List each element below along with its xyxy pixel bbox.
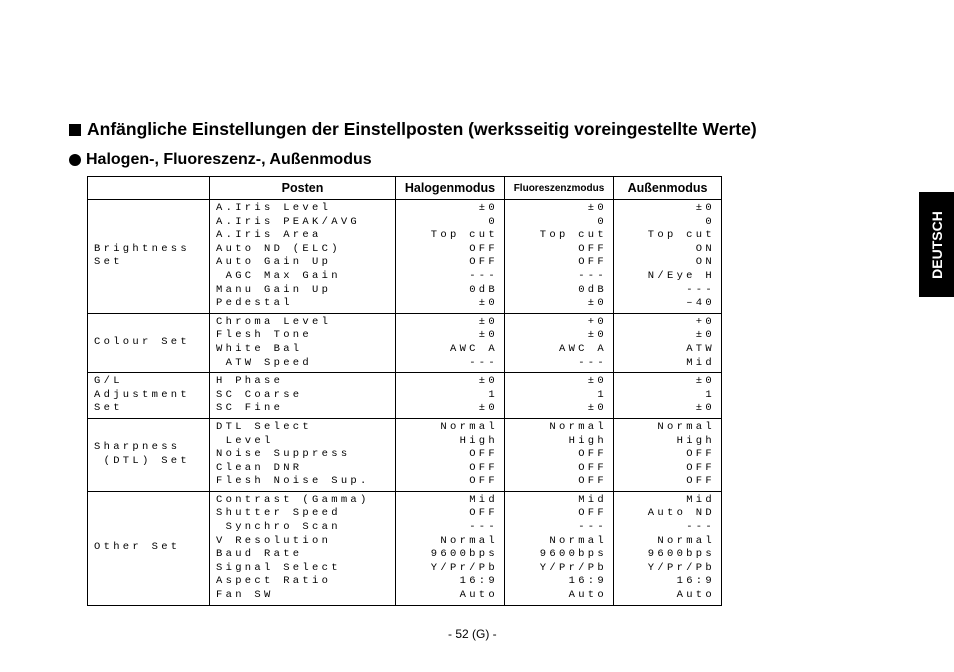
fluoreszenz-cell (505, 373, 614, 419)
aussen-cell (614, 491, 722, 605)
value-item: OFF (578, 256, 607, 269)
value-item: ±0 (478, 297, 498, 310)
posten-item: Auto ND (ELC) (216, 242, 341, 255)
posten-item: AGC Max Gain (216, 269, 341, 282)
value-item: --- (578, 521, 607, 534)
value-item: AWC A (449, 342, 498, 355)
value-item: OFF (578, 448, 607, 461)
value-item: Normal (549, 534, 607, 547)
posten-cell (210, 373, 396, 419)
value-item: Y/Pr/Pb (647, 561, 715, 574)
posten-cell (210, 491, 396, 605)
value-item: 0dB (578, 283, 607, 296)
value-item: Normal (657, 534, 715, 547)
value-item: ±0 (587, 329, 607, 342)
circle-bullet-icon (69, 154, 81, 166)
value-item: Mid (469, 493, 498, 506)
value-item: High (568, 434, 607, 447)
value-item: ±0 (478, 375, 498, 388)
value-item: N/Eye H (647, 269, 715, 282)
posten-item: Signal Select (216, 561, 341, 574)
value-item: OFF (686, 461, 715, 474)
value-item: --- (578, 356, 607, 369)
value-item: 1 (705, 388, 715, 401)
value-item: –40 (686, 297, 715, 310)
value-item: High (676, 434, 715, 447)
subsection-heading-text: Halogen-, Fluoreszenz-, Außenmodus (86, 151, 372, 168)
value-item: 9600bps (647, 548, 715, 561)
posten-item: ATW Speed (216, 356, 313, 369)
posten-item: A.Iris Level (216, 202, 332, 214)
value-item: Top cut (647, 229, 715, 242)
posten-item: Level (216, 434, 274, 447)
value-item: 16:9 (459, 575, 498, 588)
value-item: OFF (578, 242, 607, 255)
posten-item: Noise Suppress (216, 448, 351, 461)
posten-item: Baud Rate (216, 548, 303, 561)
settings-table (87, 176, 722, 606)
posten-item: SC Fine (216, 402, 284, 415)
section-heading (69, 119, 757, 140)
value-item: Normal (549, 420, 607, 433)
value-item: 0 (597, 215, 607, 228)
group-name: Other Set (88, 491, 210, 605)
posten-item: V Resolution (216, 534, 332, 547)
halogen-cell (396, 373, 505, 419)
table-row (88, 418, 722, 491)
posten-item: SC Coarse (216, 388, 303, 401)
table-row (88, 313, 722, 372)
subsection-heading (69, 151, 372, 169)
value-item: ±0 (695, 375, 715, 388)
side-tab-label: DEUTSCH (928, 210, 945, 279)
posten-item: Chroma Level (216, 315, 332, 328)
value-item: ±0 (587, 375, 607, 388)
aussen-cell (614, 200, 722, 314)
posten-item: Synchro Scan (216, 521, 341, 534)
posten-item: Flesh Tone (216, 329, 313, 342)
posten-item: Contrast (Gamma) (216, 493, 370, 506)
section-heading-text: Anfängliche Einstellungen der Einstellposten (werksseitig voreingestellte Werte) (87, 119, 757, 139)
value-item: ±0 (587, 202, 607, 214)
value-item: ±0 (478, 402, 498, 415)
group-name: Colour Set (88, 313, 210, 372)
posten-item: Manu Gain Up (216, 283, 332, 296)
value-item: Top cut (539, 229, 607, 242)
aussen-cell (614, 373, 722, 419)
value-item: Normal (440, 420, 498, 433)
halogen-cell (396, 418, 505, 491)
table-row (88, 373, 722, 419)
value-item: 1 (488, 388, 498, 401)
value-item: Mid (686, 493, 715, 506)
value-item: --- (686, 521, 715, 534)
value-item: AWC A (558, 342, 607, 355)
header-posten: Posten (210, 177, 396, 200)
value-item: ±0 (478, 329, 498, 342)
aussen-cell (614, 313, 722, 372)
value-item: ON (695, 256, 715, 269)
value-item: Top cut (430, 229, 498, 242)
value-item: Auto (459, 589, 498, 602)
value-item: --- (469, 521, 498, 534)
posten-item: A.Iris Area (216, 229, 322, 242)
table-body (88, 200, 722, 606)
header-aussen: Außenmodus (614, 177, 722, 200)
posten-cell (210, 313, 396, 372)
value-item: OFF (686, 448, 715, 461)
value-item: OFF (469, 256, 498, 269)
table-row (88, 491, 722, 605)
value-item: ±0 (587, 402, 607, 415)
posten-item: Pedestal (216, 297, 293, 310)
posten-item: DTL Select (216, 420, 313, 433)
fluoreszenz-cell (505, 313, 614, 372)
value-item: OFF (578, 475, 607, 488)
posten-item: Auto Gain Up (216, 256, 332, 269)
value-item: Mid (578, 493, 607, 506)
value-item: OFF (578, 461, 607, 474)
posten-item: Fan SW (216, 589, 274, 602)
value-item: ON (695, 242, 715, 255)
value-item: Auto (676, 589, 715, 602)
value-item: High (459, 434, 498, 447)
value-item: Normal (440, 534, 498, 547)
value-item: OFF (469, 448, 498, 461)
square-bullet-icon (69, 124, 81, 136)
fluoreszenz-cell (505, 200, 614, 314)
value-item: 16:9 (568, 575, 607, 588)
value-item: ±0 (478, 202, 498, 214)
value-item: 16:9 (676, 575, 715, 588)
table-row (88, 200, 722, 314)
posten-item: Clean DNR (216, 461, 303, 474)
posten-item: Aspect Ratio (216, 575, 332, 588)
header-group (88, 177, 210, 200)
value-item: 0 (705, 215, 715, 228)
value-item: OFF (469, 475, 498, 488)
value-item: 0 (488, 215, 498, 228)
value-item: OFF (469, 507, 498, 520)
value-item: Auto ND (647, 507, 715, 520)
value-item: Auto (568, 589, 607, 602)
halogen-cell (396, 313, 505, 372)
header-fluoreszenz: Fluoreszenzmodus (505, 177, 614, 200)
value-item: Normal (657, 420, 715, 433)
value-item: Y/Pr/Pb (539, 561, 607, 574)
value-item: ATW (686, 342, 715, 355)
table-header-row (88, 177, 722, 200)
value-item: OFF (686, 475, 715, 488)
posten-cell (210, 418, 396, 491)
posten-item: Shutter Speed (216, 507, 341, 520)
value-item: Mid (686, 356, 715, 369)
aussen-cell (614, 418, 722, 491)
value-item: ±0 (695, 329, 715, 342)
fluoreszenz-cell (505, 418, 614, 491)
posten-cell (210, 200, 396, 314)
value-item: --- (578, 269, 607, 282)
value-item: --- (469, 356, 498, 369)
language-side-tab (919, 192, 954, 297)
page-number: - 52 (G) - (448, 627, 497, 641)
posten-item: Flesh Noise Sup. (216, 475, 370, 488)
value-item: --- (469, 269, 498, 282)
value-item: OFF (469, 461, 498, 474)
value-item: 1 (597, 388, 607, 401)
value-item: Y/Pr/Pb (430, 561, 498, 574)
value-item: 9600bps (539, 548, 607, 561)
value-item: OFF (578, 507, 607, 520)
fluoreszenz-cell (505, 491, 614, 605)
value-item: 9600bps (430, 548, 498, 561)
posten-item: A.Iris PEAK/AVG (216, 215, 361, 228)
halogen-cell (396, 200, 505, 314)
value-item: 0dB (469, 283, 498, 296)
header-halogen: Halogenmodus (396, 177, 505, 200)
value-item: OFF (469, 242, 498, 255)
posten-item: White Bal (216, 342, 303, 355)
halogen-cell (396, 491, 505, 605)
value-item: ±0 (695, 202, 715, 214)
value-item: ±0 (478, 315, 498, 328)
value-item: ±0 (695, 402, 715, 415)
value-item: +0 (695, 315, 715, 328)
value-item: ±0 (587, 297, 607, 310)
posten-item: H Phase (216, 375, 284, 388)
group-name: Sharpness (DTL) Set (88, 418, 210, 491)
value-item: +0 (587, 315, 607, 328)
value-item: --- (686, 283, 715, 296)
group-name: G/L Adjustment Set (88, 373, 210, 419)
group-name: Brightness Set (88, 200, 210, 314)
